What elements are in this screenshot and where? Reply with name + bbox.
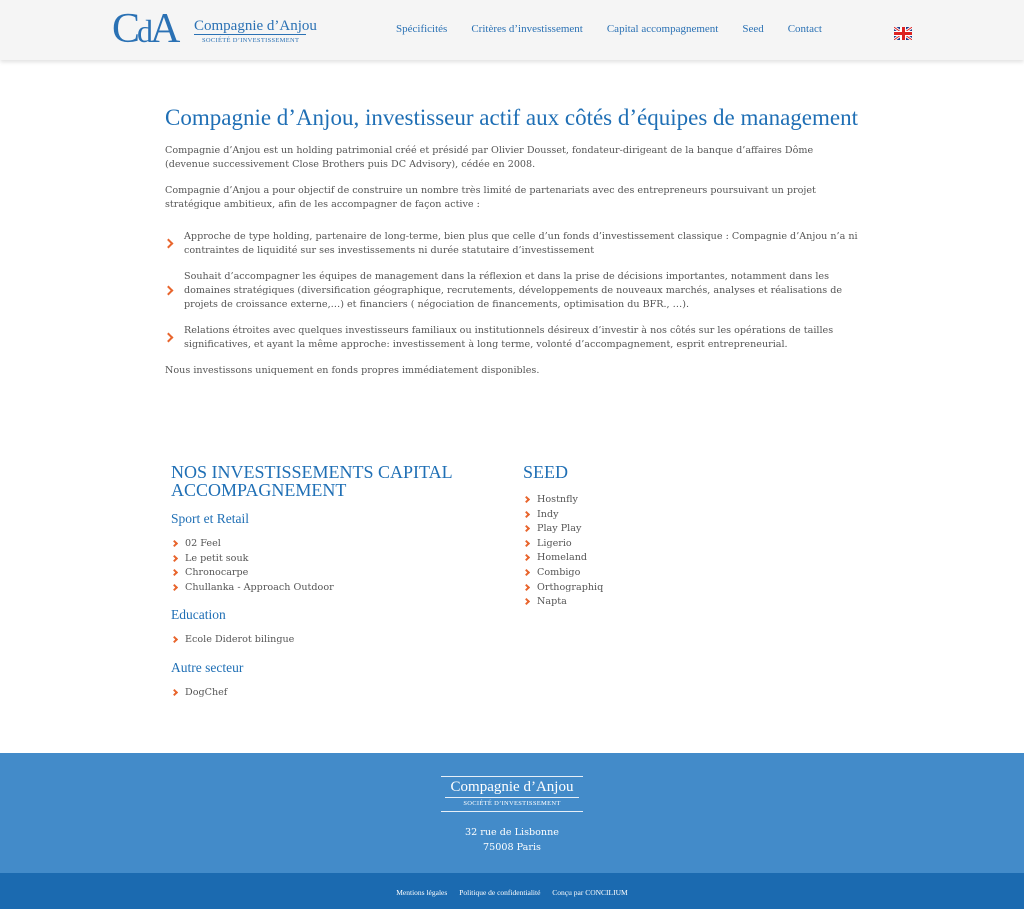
chevron-right-icon bbox=[171, 540, 178, 547]
seed-investments bbox=[523, 463, 783, 610]
list-item[interactable]: Homeland bbox=[523, 551, 783, 566]
footer-logo-subtitle: SOCIÉTÉ D’INVESTISSEMENT bbox=[463, 800, 561, 807]
footer-logo-name: Compagnie d’Anjou bbox=[450, 779, 574, 795]
main-nav bbox=[396, 23, 822, 35]
section-title: NOS INVESTISSEMENTS CAPITAL ACCOMPAGNEMENT bbox=[171, 462, 452, 500]
section-title: SEED bbox=[523, 462, 568, 482]
list-item[interactable]: Le petit souk bbox=[171, 552, 491, 567]
list-item[interactable]: Ligerio bbox=[523, 537, 783, 552]
site-header bbox=[0, 0, 1024, 60]
category-title: Sport et Retail bbox=[171, 511, 249, 526]
nav-capital-accompagnement[interactable]: Capital accompagnement bbox=[606, 23, 719, 35]
list-item[interactable]: Indy bbox=[523, 508, 783, 523]
investment-list bbox=[171, 537, 491, 595]
legal-notice-link[interactable]: Mentions légales bbox=[396, 888, 448, 897]
chevron-right-icon bbox=[171, 636, 178, 643]
site-footer bbox=[0, 753, 1024, 873]
chevron-right-icon bbox=[171, 689, 178, 696]
company-logo[interactable] bbox=[112, 6, 317, 52]
chevron-right-icon bbox=[523, 598, 530, 605]
intro-section bbox=[165, 105, 860, 378]
list-item[interactable]: Play Play bbox=[523, 522, 783, 537]
intro-paragraph: Compagnie d’Anjou a pour objectif de construire un nombre très limité de partenariats avec des entrepreneurs poursuivant un projet stratégique ambitieux, afin de les accompagner de façon active : bbox=[165, 185, 816, 210]
list-item[interactable]: Chronocarpe bbox=[171, 566, 491, 581]
chevron-right-icon bbox=[164, 286, 174, 296]
category-title: Autre secteur bbox=[171, 659, 244, 675]
investment-list bbox=[171, 686, 491, 701]
footer-logo bbox=[441, 776, 583, 812]
privacy-policy-link[interactable]: Politique de confidentialité bbox=[459, 888, 541, 897]
logo-subtitle: SOCIÉTÉ D’INVESTISSEMENT bbox=[202, 37, 300, 44]
chevron-right-icon bbox=[171, 584, 178, 591]
list-item-text: Souhait d’accompagner les équipes de management dans la réflexion et dans la prise de décisions importantes, notamment dans les domaines stratégiques (diversification géographique, recrutements, développements de nouveaux marchés, analyses et réalisations de projets de croissance externe,…) et financiers ( négociation de financements, optimisation du BFR., …). bbox=[184, 271, 843, 310]
chevron-right-icon bbox=[523, 554, 530, 561]
footer-address bbox=[412, 826, 612, 855]
capital-investments bbox=[171, 463, 491, 701]
list-item-text: Relations étroites avec quelques investisseurs familiaux ou institutionnels désireux d’investir à nos côtés sur les opérations de tailles significatives, et ayant la même approche: investissement à long terme, volonté d’accompagnement, esprit entrepreneurial. bbox=[184, 325, 834, 350]
closing-text: Nous investissons uniquement en fonds propres immédiatement disponibles. bbox=[165, 365, 540, 376]
chevron-right-icon bbox=[171, 555, 178, 562]
list-item-text: Approche de type holding, partenaire de long-terme, bien plus que celle d’un fonds d’investissement classique : Compagnie d’Anjou n’a ni contraintes de liquidité sur ses investissements ni durée statutaire d’investissement bbox=[184, 231, 858, 256]
chevron-right-icon bbox=[523, 569, 530, 576]
address-line: 32 rue de Lisbonne bbox=[465, 827, 559, 838]
chevron-right-icon bbox=[164, 239, 174, 249]
list-item[interactable]: DogChef bbox=[171, 686, 491, 701]
approach-list bbox=[165, 230, 860, 352]
list-item bbox=[165, 324, 860, 352]
list-item[interactable]: 02 Feel bbox=[171, 537, 491, 552]
footer-links bbox=[0, 888, 1024, 897]
logo-monogram: CdA bbox=[112, 6, 178, 52]
list-item bbox=[165, 270, 860, 312]
list-item[interactable]: Combigo bbox=[523, 566, 783, 581]
nav-seed[interactable]: Seed bbox=[742, 23, 764, 35]
nav-criteres[interactable]: Critères d’investissement bbox=[471, 23, 583, 35]
list-item[interactable]: Chullanka - Approach Outdoor bbox=[171, 581, 491, 596]
chevron-right-icon bbox=[164, 333, 174, 343]
nav-contact[interactable]: Contact bbox=[787, 23, 822, 35]
list-item[interactable]: Orthographiq bbox=[523, 581, 783, 596]
chevron-right-icon bbox=[523, 511, 530, 518]
category-title: Education bbox=[171, 607, 226, 623]
page-title: Compagnie d’Anjou, investisseur actif aux côtés d’équipes de management bbox=[165, 105, 858, 130]
chevron-right-icon bbox=[523, 584, 530, 591]
uk-flag-icon[interactable] bbox=[894, 27, 912, 40]
logo-wordmark bbox=[194, 18, 317, 35]
investment-list bbox=[523, 493, 783, 610]
logo-name: Compagnie d’Anjou bbox=[194, 18, 317, 34]
list-item bbox=[165, 230, 860, 258]
list-item[interactable]: Ecole Diderot bilingue bbox=[171, 633, 491, 648]
chevron-right-icon bbox=[171, 569, 178, 576]
chevron-right-icon bbox=[523, 540, 530, 547]
investment-list bbox=[171, 633, 491, 648]
list-item[interactable]: Napta bbox=[523, 595, 783, 610]
chevron-right-icon bbox=[523, 496, 530, 503]
designed-by-link[interactable]: Conçu par CONCILIUM bbox=[552, 888, 628, 897]
chevron-right-icon bbox=[523, 525, 530, 532]
address-line: 75008 Paris bbox=[483, 841, 541, 853]
nav-specificites[interactable]: Spécificités bbox=[396, 23, 448, 35]
footer-bottom-bar bbox=[0, 873, 1024, 909]
intro-paragraph: Compagnie d’Anjou est un holding patrimonial créé et présidé par Olivier Dousset, fondateur-dirigeant de la banque d’affaires Dôme (devenue successivement Close Brothers puis DC Advisory), cédée en 2008. bbox=[165, 145, 814, 170]
list-item[interactable]: Hostnfly bbox=[523, 493, 783, 508]
